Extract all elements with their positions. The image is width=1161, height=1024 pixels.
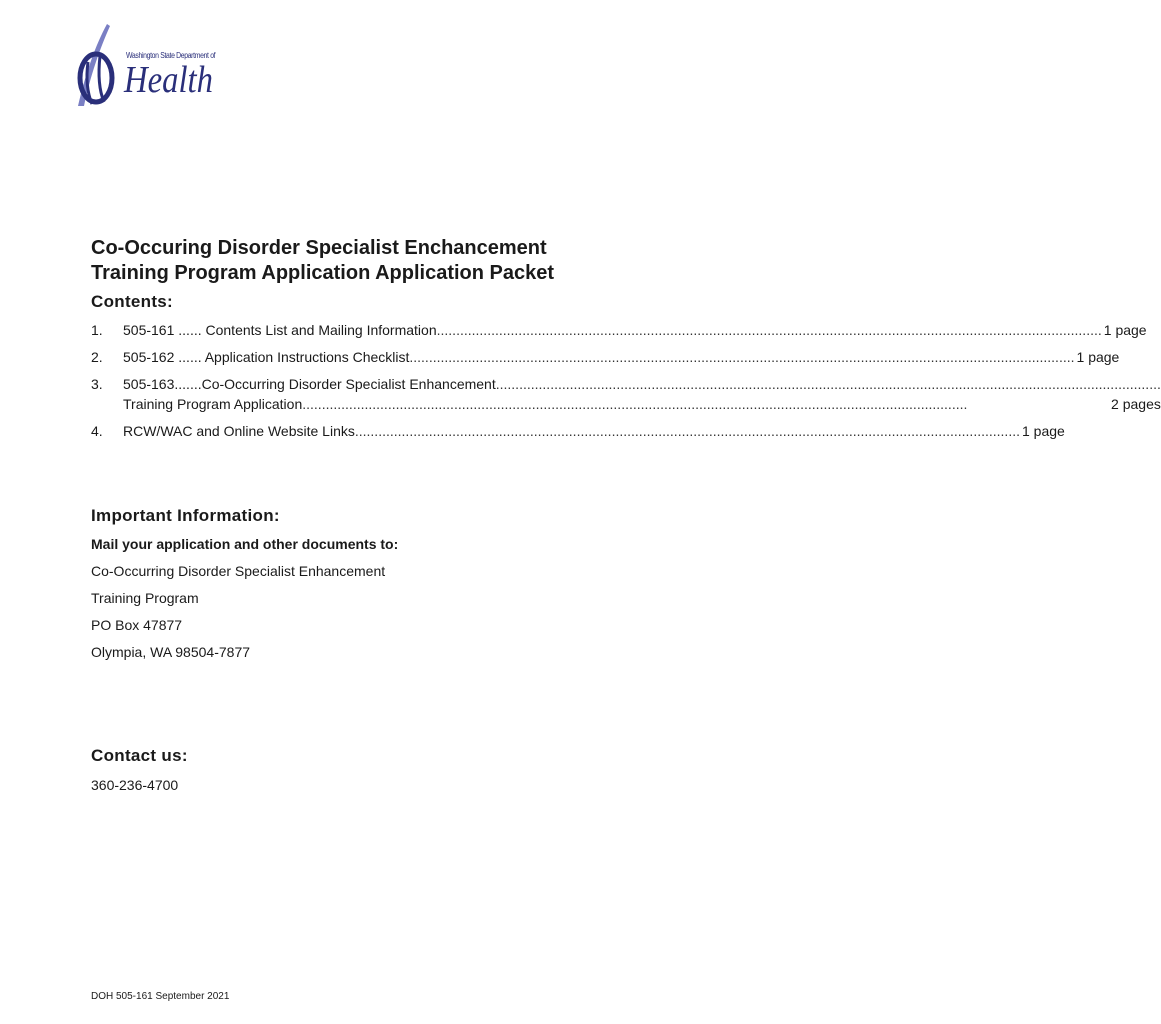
item-text: 505-162 ...... Application Instructions Checklist	[123, 349, 410, 365]
item-text: RCW/WAC and Online Website Links	[123, 423, 355, 439]
dot-leader	[409, 347, 1074, 367]
item-number: 4.	[91, 423, 103, 439]
contact-heading: Contact us:	[91, 746, 188, 765]
address-line: Training Program	[91, 590, 199, 606]
important-info-heading: Important Information:	[91, 506, 280, 525]
item-pages: 2 pages	[1111, 396, 1161, 412]
list-item	[91, 320, 1147, 340]
address-line: PO Box 47877	[91, 617, 183, 633]
contents-list	[91, 320, 1161, 448]
dot-leader	[496, 374, 1161, 394]
item-number: 1.	[91, 322, 103, 338]
item-number: 2.	[91, 349, 103, 365]
footer-doc-id: DOH 505-161 September 2021	[91, 991, 230, 1002]
address-line: Olympia, WA 98504-7877	[91, 644, 251, 660]
logo-department-text: Washington State Department of	[126, 51, 216, 60]
title-line-2: Training Program Application Application Packet	[91, 262, 555, 284]
item-pages: 1 page	[1103, 322, 1147, 338]
item-pages: 1 page	[1076, 349, 1120, 365]
list-item	[91, 374, 1161, 414]
phone-number: 360-236-4700	[91, 777, 179, 793]
document-title	[91, 236, 711, 286]
list-item	[91, 347, 1120, 367]
dot-leader	[355, 421, 1020, 441]
item-text: 505-163.......Co-Occurring Disorder Specialist Enhancement	[123, 376, 496, 392]
item-text: 505-161 ...... Contents List and Mailing Information	[123, 322, 437, 338]
item-text-continued: Training Program Application	[123, 396, 303, 412]
item-number: 3.	[91, 376, 103, 392]
dot-leader	[302, 394, 1109, 414]
list-item	[91, 421, 1065, 441]
logo-wordmark: Health	[124, 59, 213, 101]
title-line-1: Co-Occuring Disorder Specialist Enchancement	[91, 237, 547, 259]
doh-logo	[74, 22, 224, 108]
item-pages: 1 page	[1022, 423, 1065, 439]
address-line: Co-Occurring Disorder Specialist Enhancement	[91, 563, 386, 579]
dot-leader	[437, 320, 1102, 340]
contents-heading: Contents:	[91, 292, 174, 311]
mail-instruction: Mail your application and other documents to:	[91, 536, 399, 552]
